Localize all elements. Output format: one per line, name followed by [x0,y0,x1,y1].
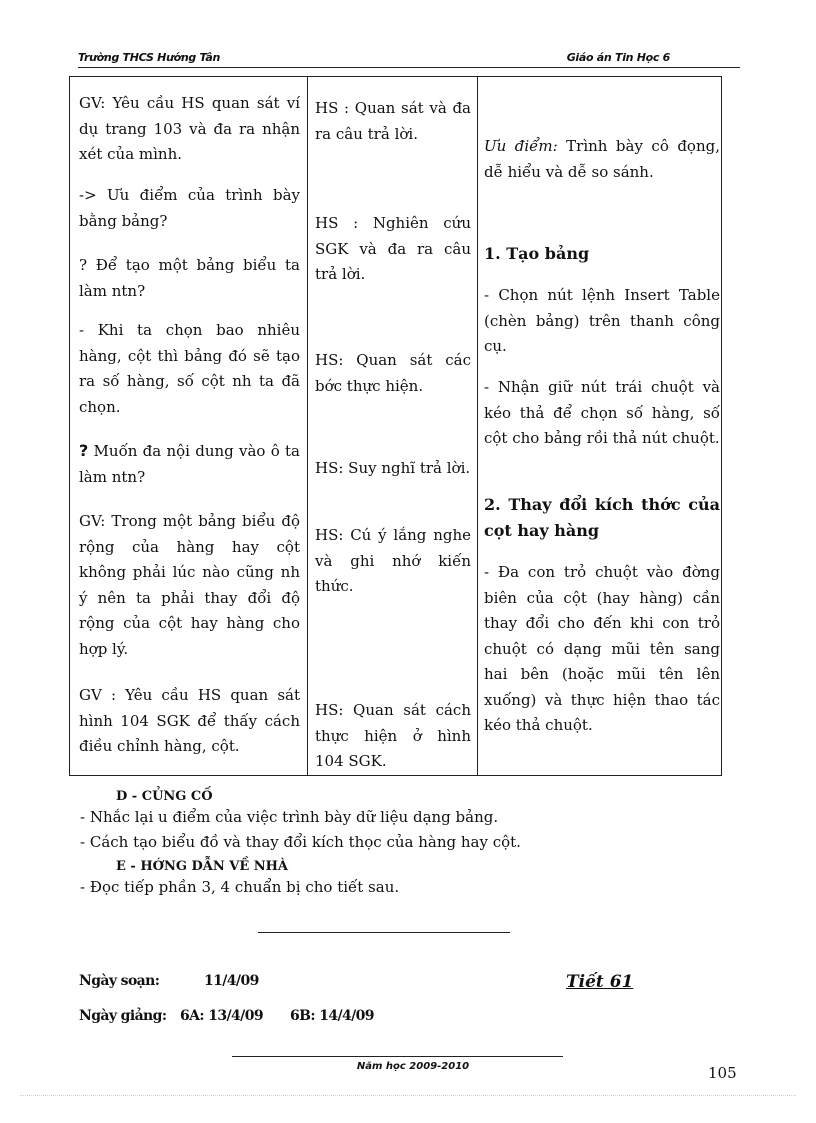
content-paragraph: - Nhận giữ nút trái chuột và kéo thả để chọn số hàng, số cột cho bảng rồi thả nút chuột. [484,378,720,447]
teacher-paragraph: -> Ưu điểm của trình bày bằng bảng? [79,186,300,230]
section-d-title: D - CỦNG CỐ [116,789,213,804]
advantage-label: Ưu điểm: [484,137,558,155]
student-paragraph: HS: Quan sát các bớc thực hiện. [315,351,471,395]
content-paragraph: - Đa con trỏ chuột vào đờng biên của cột (hay hàng) cần thay đổi cho đến khi con trỏ chuột có dạng mũi tên sang hai bên (hoặc mũi tên lên xuống) và thực hiện thao tác kéo thả chuột. [484,563,720,734]
student-paragraph: HS: Cú ý lắng nghe và ghi nhớ kiến thức. [315,526,471,595]
header-school: Trường THCS Hướng Tân [78,51,221,64]
page-header [78,50,740,68]
student-paragraph: HS: Quan sát cách thực hiện ở hình 104 SGK. [315,701,471,770]
teacher-activity-column [70,77,308,775]
section-e-title: E - HỚNG DẪN VỀ NHÀ [116,859,289,874]
section-e-item: - Đọc tiếp phần 3, 4 chuẩn bị cho tiết sau. [80,878,400,896]
lesson-table [69,76,722,776]
student-paragraph: HS : Quan sát và đa ra câu trả lời. [315,99,471,143]
soan-label: Ngày soạn: [79,973,160,989]
class-b-date: 6B: 14/4/09 [290,1008,374,1024]
advantage-text: Trình bày cô đọng, dễ hiểu và dễ so sánh. [484,137,720,181]
page-number: 105 [708,1064,737,1082]
teacher-question [79,438,300,490]
teacher-paragraph: GV: Trong một bảng biểu độ rộng của hàng hay cột không phải lúc nào cũng nh ý nên ta phải thay đổi độ rộng của cột hay hàng cho hợp lý. [79,512,300,658]
content-paragraph: - Chọn nút lệnh Insert Table (chèn bảng) trên thanh công cụ. [484,286,720,355]
student-paragraph: HS: Suy nghĩ trả lời. [315,459,471,477]
class-a-date: 6A: 13/4/09 [180,1008,263,1024]
student-activity-column [308,77,478,775]
question-text: Muốn đa nội dung vào ô ta làm ntn? [79,442,300,486]
student-paragraph: HS : Nghiên cứu SGK và đa ra câu trả lời. [315,214,471,283]
section-heading: 1. Tạo bảng [484,244,590,263]
soan-date: 11/4/09 [204,973,259,989]
footer-school-year: Năm học 2009-2010 [356,1061,470,1072]
section-divider [258,932,510,933]
question-mark: ? [79,441,89,460]
content-column [478,77,721,775]
footer-rule [232,1056,563,1057]
header-subject: Giáo án Tin Học 6 [566,51,670,64]
teacher-paragraph: GV : Yêu cầu HS quan sát hình 104 SGK để thấy cách điều chỉnh hàng, cột. [79,686,300,755]
page-edge [20,1095,796,1096]
teacher-paragraph: - Khi ta chọn bao nhiêu hàng, cột thì bảng đó sẽ tạo ra số hàng, số cột nh ta đã chọn. [79,321,300,416]
lesson-number: Tiết 61 [566,972,634,992]
section-d-item: - Cách tạo biểu đồ và thay đổi kích thọc của hàng hay cột. [80,833,521,851]
section-d-item: - Nhắc lại u điểm của việc trình bày dữ liệu dạng bảng. [80,808,499,826]
teacher-paragraph: GV: Yêu cầu HS quan sát ví dụ trang 103 và đa ra nhận xét của mình. [79,94,300,163]
giang-label: Ngày giảng: [79,1008,167,1024]
section-heading: 2. Thay đổi kích thớc của cọt hay hàng [484,495,720,540]
advantage-paragraph [484,134,720,185]
teacher-paragraph: ? Để tạo một bảng biểu ta làm ntn? [79,256,300,300]
